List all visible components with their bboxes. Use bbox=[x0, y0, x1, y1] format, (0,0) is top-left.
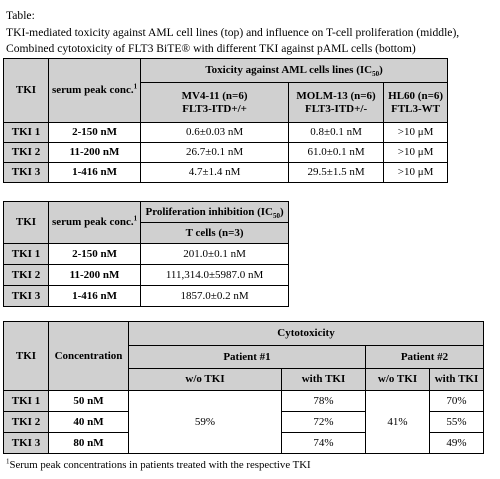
table-row bbox=[4, 123, 448, 143]
row-label: TKI 2 bbox=[4, 265, 49, 286]
header-patient-1-without-tki: w/o TKI bbox=[129, 369, 282, 391]
value-cell: 26.7±0.1 nM bbox=[141, 143, 289, 163]
value-cell: >10 μM bbox=[384, 143, 448, 163]
table-row bbox=[4, 163, 448, 183]
concentration-cell: 50 nM bbox=[49, 391, 129, 412]
value-cell: 1857.0±0.2 nM bbox=[141, 286, 289, 307]
header-mv4-11: MV4-11 (n=6) FLT3-ITD+/+ bbox=[141, 83, 289, 123]
t-cell-proliferation-table bbox=[3, 201, 289, 307]
caption-line-3: Combined cytotoxicity of FLT3 BiTE® with different TKI against pAML cells (bottom) bbox=[6, 42, 416, 55]
header-concentration: Concentration bbox=[49, 322, 129, 391]
patient-1-without-tki-value: 59% bbox=[129, 391, 282, 454]
concentration-cell: 40 nM bbox=[49, 412, 129, 433]
value-cell: 201.0±0.1 nM bbox=[141, 244, 289, 265]
header-molm-13: MOLM-13 (n=6) FLT3-ITD+/- bbox=[289, 83, 384, 123]
serum-conc-cell: 2-150 nM bbox=[49, 244, 141, 265]
header-serum-peak: serum peak conc.$^1$ bbox=[49, 202, 141, 244]
value-cell: 4.7±1.4 nM bbox=[141, 163, 289, 183]
table-row bbox=[4, 265, 289, 286]
header-t-cells: T cells (n=3) bbox=[141, 223, 289, 244]
patient-2-with-tki-value: 70% bbox=[430, 391, 484, 412]
combined-cytotoxicity-table bbox=[3, 321, 484, 454]
row-label: TKI 1 bbox=[4, 244, 49, 265]
patient-1-with-tki-value: 74% bbox=[282, 433, 366, 454]
row-label: TKI 3 bbox=[4, 163, 49, 183]
patient-1-with-tki-value: 78% bbox=[282, 391, 366, 412]
patient-2-with-tki-value: 49% bbox=[430, 433, 484, 454]
header-patient-2: Patient #2 bbox=[366, 346, 484, 369]
table-row bbox=[4, 391, 484, 412]
footnote bbox=[6, 459, 311, 471]
value-cell: >10 μM bbox=[384, 163, 448, 183]
header-patient-1: Patient #1 bbox=[129, 346, 366, 369]
footnote-text: Serum peak concentrations in patients treated with the respective TKI bbox=[9, 459, 311, 471]
table-row bbox=[4, 286, 289, 307]
concentration-cell: 80 nM bbox=[49, 433, 129, 454]
patient-2-without-tki-value: 41% bbox=[366, 391, 430, 454]
header-serum-peak: serum peak conc.$^1$ bbox=[49, 59, 141, 123]
row-label: TKI 3 bbox=[4, 433, 49, 454]
header-cytotoxicity: Cytotoxicity bbox=[129, 322, 484, 346]
header-tki: TKI bbox=[4, 59, 49, 123]
header-tki: TKI bbox=[4, 202, 49, 244]
row-label: TKI 2 bbox=[4, 143, 49, 163]
value-cell: 0.8±0.1 nM bbox=[289, 123, 384, 143]
header-hl60: HL60 (n=6) FTL3-WT bbox=[384, 83, 448, 123]
header-proliferation-inhibition: Proliferation inhibition $(IC_{50})$ bbox=[141, 202, 289, 223]
value-cell: 111,314.0±5987.0 nM bbox=[141, 265, 289, 286]
aml-toxicity-table bbox=[3, 58, 448, 183]
caption-line-2: TKI-mediated toxicity against AML cell lines (top) and influence on T-cell proliferation (middle), bbox=[6, 25, 460, 39]
header-aml-toxicity: Toxicity against AML cells lines $(IC_{50})$ bbox=[141, 59, 448, 83]
header-patient-1-with-tki: with TKI bbox=[282, 369, 366, 391]
patient-1-with-tki-value: 72% bbox=[282, 412, 366, 433]
serum-conc-cell: 1-416 nM bbox=[49, 163, 141, 183]
header-patient-2-with-tki: with TKI bbox=[430, 369, 484, 391]
header-tki: TKI bbox=[4, 322, 49, 391]
value-cell: 0.6±0.03 nM bbox=[141, 123, 289, 143]
row-label: TKI 1 bbox=[4, 391, 49, 412]
patient-2-with-tki-value: 55% bbox=[430, 412, 484, 433]
table-row bbox=[4, 244, 289, 265]
caption-line-1: Table: bbox=[6, 9, 35, 22]
serum-conc-cell: 2-150 nM bbox=[49, 123, 141, 143]
row-label: TKI 2 bbox=[4, 412, 49, 433]
serum-conc-cell: 11-200 nM bbox=[49, 143, 141, 163]
table-row bbox=[4, 143, 448, 163]
table-caption bbox=[6, 8, 498, 58]
serum-conc-cell: 11-200 nM bbox=[49, 265, 141, 286]
footnote-marker: 1 bbox=[6, 457, 10, 466]
row-label: TKI 3 bbox=[4, 286, 49, 307]
value-cell: 29.5±1.5 nM bbox=[289, 163, 384, 183]
value-cell: 61.0±0.1 nM bbox=[289, 143, 384, 163]
row-label: TKI 1 bbox=[4, 123, 49, 143]
header-patient-2-without-tki: w/o TKI bbox=[366, 369, 430, 391]
serum-conc-cell: 1-416 nM bbox=[49, 286, 141, 307]
value-cell: >10 μM bbox=[384, 123, 448, 143]
